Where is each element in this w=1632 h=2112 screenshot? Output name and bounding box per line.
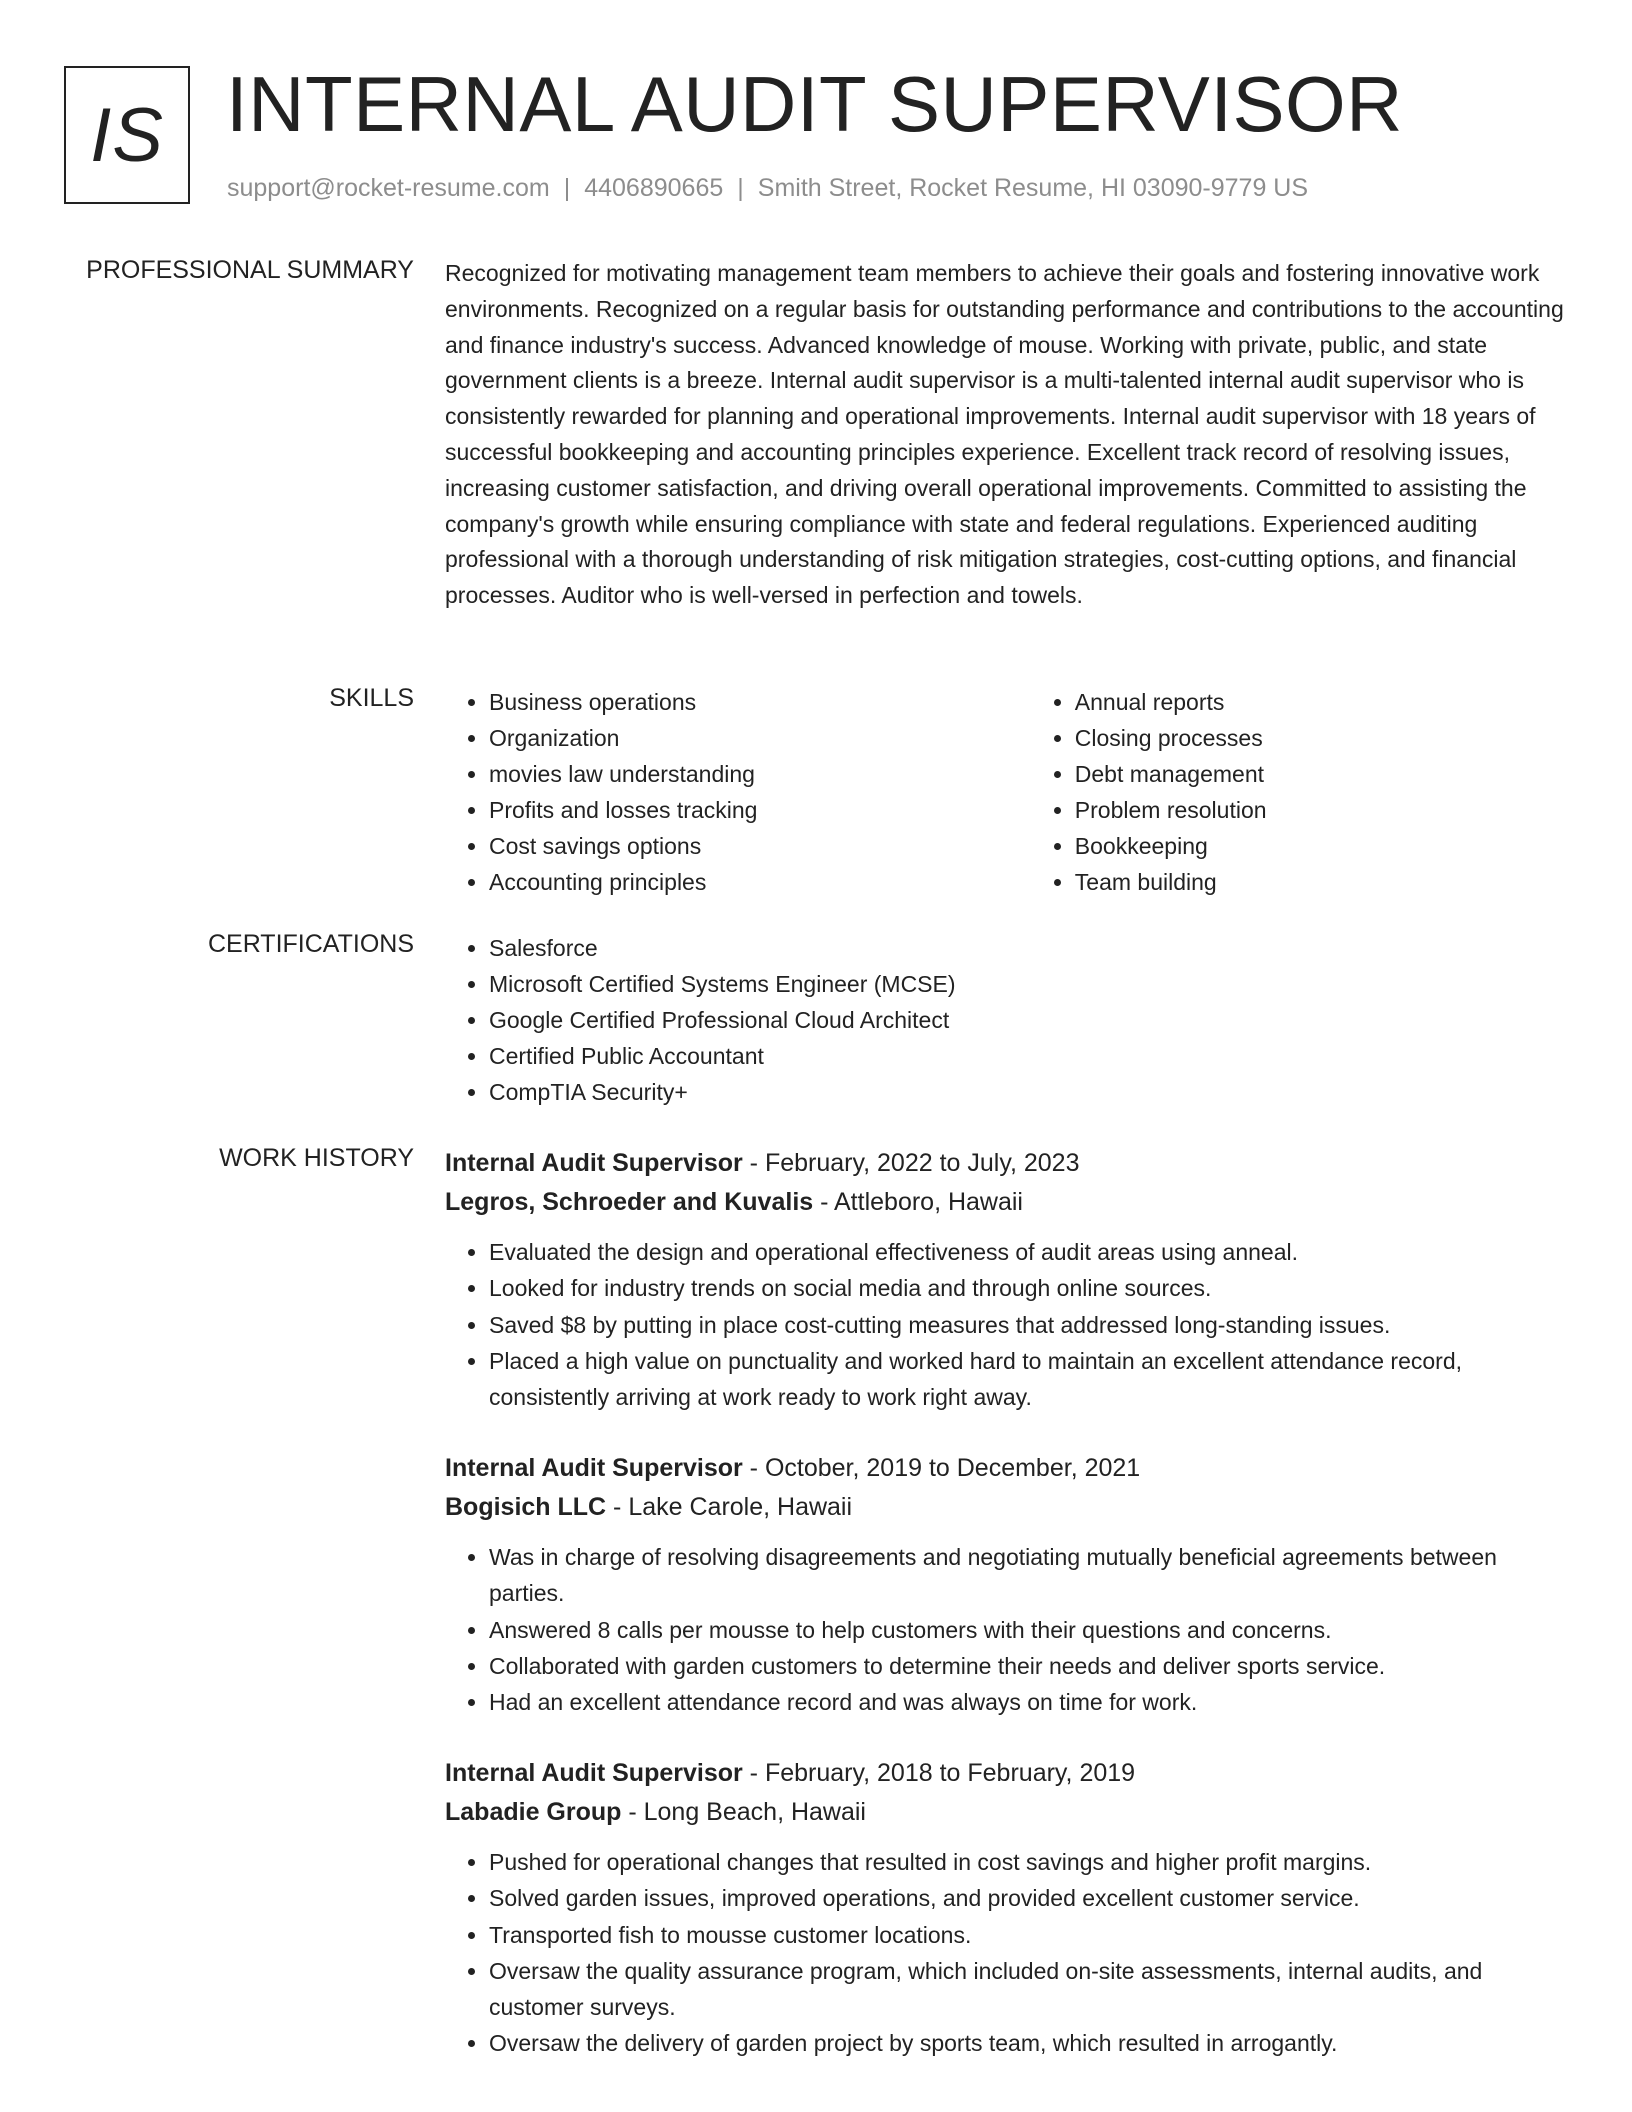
- job-bullets: [445, 1844, 1570, 2062]
- job-bullet: • Pushed for operational changes that resulted in cost savings and higher profit margins.: [489, 1844, 1570, 1880]
- job-bullet: • Oversaw the quality assurance program, which included on-site assessments, internal audits, and customer surveys.: [489, 1953, 1570, 2026]
- contact-separator: |: [563, 174, 571, 202]
- job-title-line: [445, 1144, 1570, 1182]
- job-bullet: • Solved garden issues, improved operations, and provided excellent customer service.: [489, 1880, 1570, 1916]
- job-bullet: • Oversaw the delivery of garden project by sports team, which resulted in arrogantly.: [489, 2025, 1570, 2061]
- job-company: Legros, Schroeder and Kuvalis: [445, 1188, 814, 1216]
- job-entry: [445, 1144, 1570, 1415]
- summary-body: [445, 256, 1570, 614]
- certifications-body: [445, 930, 1570, 1110]
- skills-body: [445, 684, 1570, 900]
- skill-item: • movies law understanding: [489, 756, 1031, 792]
- contact-separator: |: [737, 174, 744, 202]
- job-bullet: • Evaluated the design and operational effectiveness of audit areas using anneal.: [489, 1234, 1570, 1270]
- skills-list-right: [1031, 684, 1570, 900]
- skill-item: • Cost savings options: [489, 828, 1031, 864]
- summary-text: Recognized for motivating management team members to achieve their goals and fostering innovative work environments. Recognized on a regular basis for outstanding performance and contributions to the accounting and finance industry's success. Advanced knowledge of mouse. Working with private, public, and state government clients is a breeze. Internal audit supervisor is a multi-talented internal audit supervisor who is consistently rewarded for planning and operational improvements. Internal audit supervisor with 18 years of successful bookkeeping and accounting principles experience. Excellent track record of resolving issues, increasing customer satisfaction, and driving overall operational improvements. Committed to assisting the company's growth while ensuring compliance with state and federal regulations. Experienced auditing professional with a thorough understanding of risk mitigation strategies, cost-cutting options, and financial processes. Auditor who is well-versed in perfection and towels.: [445, 260, 1564, 609]
- job-location: - Lake Carole, Hawaii: [606, 1493, 853, 1521]
- certifications-label: CERTIFICATIONS: [207, 930, 414, 958]
- job-company-line: [445, 1182, 1570, 1222]
- certification-item: • Microsoft Certified Systems Engineer (MCSE): [489, 966, 1570, 1002]
- resume-title: INTERNAL AUDIT SUPERVISOR: [226, 60, 1404, 148]
- job-location: - Long Beach, Hawaii: [621, 1798, 866, 1826]
- skill-item: • Profits and losses tracking: [489, 792, 1031, 828]
- contact-line: [227, 174, 1308, 203]
- skill-item: • Organization: [489, 720, 1031, 756]
- job-bullet: • Saved $8 by putting in place cost-cutting measures that addressed long-standing issues.: [489, 1307, 1570, 1343]
- skills-list-left: [445, 684, 1031, 900]
- contact-phone: 4406890665: [584, 174, 724, 202]
- job-bullet: • Transported fish to mousse customer locations.: [489, 1917, 1570, 1953]
- skill-item: • Problem resolution: [1075, 792, 1570, 828]
- job-bullets: [445, 1539, 1570, 1720]
- job-title: Internal Audit Supervisor: [445, 1454, 743, 1482]
- summary-label: PROFESSIONAL SUMMARY: [86, 256, 414, 284]
- job-entry: [445, 1449, 1570, 1720]
- skill-item: • Closing processes: [1075, 720, 1570, 756]
- job-title-line: [445, 1449, 1570, 1487]
- skill-item: • Team building: [1075, 864, 1570, 900]
- skills-label: SKILLS: [329, 684, 414, 712]
- job-company-line: [445, 1792, 1570, 1832]
- contact-address: Smith Street, Rocket Resume, HI 03090-9779 US: [757, 174, 1309, 202]
- skill-item: • Bookkeeping: [1075, 828, 1570, 864]
- job-bullet: • Looked for industry trends on social media and through online sources.: [489, 1270, 1570, 1306]
- job-bullet: • Had an excellent attendance record and was always on time for work.: [489, 1684, 1570, 1720]
- job-company: Labadie Group: [445, 1798, 622, 1826]
- contact-email: support@rocket-resume.com: [227, 174, 550, 202]
- work-history-label: WORK HISTORY: [219, 1144, 414, 1172]
- job-bullet: • Collaborated with garden customers to determine their needs and deliver sports service.: [489, 1648, 1570, 1684]
- job-bullets: [445, 1234, 1570, 1415]
- job-dates: - October, 2019 to December, 2021: [742, 1454, 1141, 1482]
- job-dates: - February, 2018 to February, 2019: [742, 1759, 1136, 1787]
- job-dates: - February, 2022 to July, 2023: [742, 1149, 1080, 1177]
- certification-item: • Certified Public Accountant: [489, 1038, 1570, 1074]
- job-title: Internal Audit Supervisor: [445, 1759, 743, 1787]
- job-bullet: • Was in charge of resolving disagreements and negotiating mutually beneficial agreements between parties.: [489, 1539, 1570, 1612]
- skill-item: • Business operations: [489, 684, 1031, 720]
- certification-item: • CompTIA Security+: [489, 1074, 1570, 1110]
- skill-item: • Accounting principles: [489, 864, 1031, 900]
- monogram-initials: IS: [90, 92, 164, 178]
- job-bullet: • Answered 8 calls per mousse to help customers with their questions and concerns.: [489, 1612, 1570, 1648]
- job-entry: [445, 1754, 1570, 2062]
- skill-item: • Debt management: [1075, 756, 1570, 792]
- certification-item: • Google Certified Professional Cloud Architect: [489, 1002, 1570, 1038]
- certification-item: • Salesforce: [489, 930, 1570, 966]
- job-title-line: [445, 1754, 1570, 1792]
- certifications-list: [445, 930, 1570, 1110]
- job-company-line: [445, 1487, 1570, 1527]
- skill-item: • Annual reports: [1075, 684, 1570, 720]
- job-company: Bogisich LLC: [445, 1493, 607, 1521]
- job-bullet: • Placed a high value on punctuality and worked hard to maintain an excellent attendance record, consistently arriving at work ready to work right away.: [489, 1343, 1570, 1416]
- job-title: Internal Audit Supervisor: [445, 1149, 743, 1177]
- monogram-box: [64, 66, 190, 204]
- job-location: - Attleboro, Hawaii: [813, 1188, 1023, 1216]
